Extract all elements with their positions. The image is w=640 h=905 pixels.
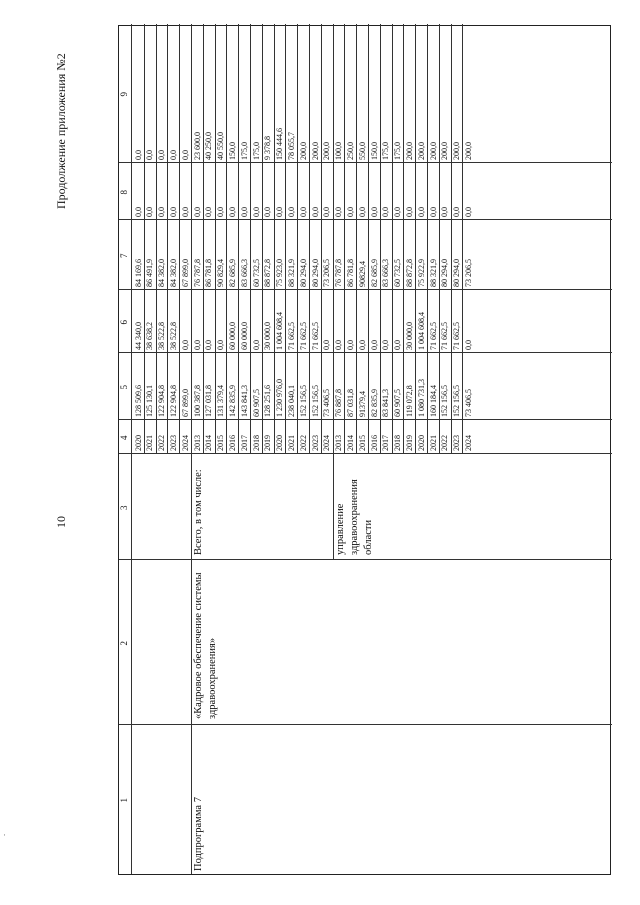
agency-row-cell-c8: 0,0	[428, 207, 438, 217]
continued-row-cell-c8: 0,0	[180, 207, 190, 217]
total-row-cell-year: 2015	[216, 435, 226, 451]
column-divider	[119, 453, 612, 454]
continued-row-cell-year: 2024	[180, 435, 190, 451]
total-row-cell-c8: 0,0	[239, 207, 249, 217]
total-row-cell-c8: 0,0	[251, 207, 261, 217]
agency-row-cell-year: 2017	[381, 435, 391, 451]
agency-row-cell-c9: 550,0	[357, 142, 367, 160]
agency-row-cell-c9: 100,0	[334, 142, 344, 160]
continued-row-cell-c5: 128 509,6	[133, 385, 143, 417]
column-header-2: 2	[119, 641, 129, 646]
column-header-9: 9	[119, 92, 129, 97]
continued-row-cell-c6: 38 638,2	[145, 322, 155, 350]
agency-row-cell-c8: 0,0	[452, 207, 462, 217]
agency-row-cell-c6: 0,0	[334, 340, 344, 350]
continued-row-cell-c8: 0,0	[168, 207, 178, 217]
continued-row-cell-c5: 122 904,8	[168, 385, 178, 417]
total-row-cell-c8: 0,0	[275, 207, 285, 217]
agency-row-cell-year: 2019	[404, 435, 414, 451]
total-row-cell-c6: 1 004 608,4	[275, 312, 285, 350]
agency-row-cell-c5: 82 835,9	[369, 389, 379, 417]
agency-row-cell-c6: 0,0	[381, 340, 391, 350]
total-row-cell-c5: 152 156,5	[298, 385, 308, 417]
total-row-cell-c5: 143 841,3	[239, 385, 249, 417]
total-row-cell-c6: 0,0	[192, 340, 202, 350]
total-row-cell-c7: 90 829,4	[216, 259, 226, 287]
total-row-cell-c5: 152 156,5	[310, 385, 320, 417]
agency-row-cell-c6: 30 000,0	[404, 322, 414, 350]
total-row-cell-c9: 175,0	[239, 142, 249, 160]
agency-row-cell-year: 2021	[428, 435, 438, 451]
finance-table	[118, 25, 611, 875]
total-row-cell-c9: 40 550,0	[216, 132, 226, 160]
agency-row-cell-year: 2022	[440, 435, 450, 451]
agency-row-cell-year: 2018	[393, 435, 403, 451]
agency-row-cell-year: 2013	[334, 435, 344, 451]
column-divider	[119, 162, 612, 163]
agency-row-cell-c9: 200,0	[404, 142, 414, 160]
continued-row-cell-c7: 86 491,9	[145, 259, 155, 287]
continued-row-cell-c9: 0,0	[157, 150, 167, 160]
total-row-cell-c5: 142 835,9	[227, 385, 237, 417]
continued-row-cell-year: 2022	[157, 435, 167, 451]
continued-row-cell-c7: 84 382,0	[168, 259, 178, 287]
agency-row-cell-c9: 150,0	[369, 142, 379, 160]
agency-row-cell-c6: 0,0	[369, 340, 379, 350]
agency-row-cell-c7: 75 922,9	[416, 259, 426, 287]
continued-row-cell-c5: 125 130,1	[145, 385, 155, 417]
total-row-cell-c9: 23 600,0	[192, 132, 202, 160]
total-row-cell-c8: 0,0	[204, 207, 214, 217]
continued-row-cell-c6: 44 340,0	[133, 322, 143, 350]
total-row-cell-year: 2019	[263, 435, 273, 451]
total-row-cell-c6: 0,0	[216, 340, 226, 350]
column-header-5: 5	[119, 385, 129, 390]
total-row-cell-c6: 30 000,0	[263, 322, 273, 350]
total-row-cell-c6: 71 662,5	[310, 322, 320, 350]
total-row-cell-c7: 73 206,5	[322, 259, 332, 287]
agency-row-cell-c6: 0,0	[463, 340, 473, 350]
agency-row-cell-c5: 152 156,5	[440, 385, 450, 417]
agency-row-cell-year: 2016	[369, 435, 379, 451]
subprogram-name: «Кадровое обеспечение системы здравоохранения»	[193, 572, 218, 719]
agency-row-cell-c5: 160 184,4	[428, 385, 438, 417]
total-row-cell-year: 2018	[251, 435, 261, 451]
agency-row-cell-c8: 0,0	[416, 207, 426, 217]
agency-row-cell-year: 2020	[416, 435, 426, 451]
column-divider	[119, 559, 612, 560]
total-row-cell-c6: 0,0	[204, 340, 214, 350]
total-label: Всего, в том числе:	[193, 469, 204, 555]
column-header-4: 4	[119, 435, 129, 440]
total-row-cell-c9: 78 055,7	[286, 132, 296, 160]
column-header-3: 3	[119, 505, 129, 510]
continued-row-cell-c8: 0,0	[157, 207, 167, 217]
total-row-cell-c7: 86 781,8	[204, 259, 214, 287]
continued-row-cell-c9: 0,0	[180, 150, 190, 160]
continued-row-cell-c7: 84 382,0	[157, 259, 167, 287]
total-row-cell-c8: 0,0	[298, 207, 308, 217]
margin-mark: ·	[3, 830, 6, 840]
agency-row-cell-c5: 152 156,5	[452, 385, 462, 417]
agency-row-cell-c6: 0,0	[345, 340, 355, 350]
continued-row-cell-c6: 38 522,8	[157, 322, 167, 350]
column-header-8: 8	[119, 190, 129, 195]
total-row-cell-c8: 0,0	[192, 207, 202, 217]
agency-row-cell-c7: 86 781,8	[345, 259, 355, 287]
column-header-7: 7	[119, 253, 129, 258]
agency-row-cell-c8: 0,0	[463, 207, 473, 217]
agency-row-cell-c7: 88 872,8	[404, 259, 414, 287]
total-row-cell-c7: 75 923,0	[275, 259, 285, 287]
agency-row-cell-c6: 71 662,5	[440, 322, 450, 350]
agency-row-cell-c9: 175,0	[393, 142, 403, 160]
total-row-cell-c8: 0,0	[286, 207, 296, 217]
column-header-6: 6	[119, 320, 129, 325]
continuation-heading: Продолжение приложения №2	[54, 53, 68, 209]
total-row-cell-c5: 60 907,5	[251, 389, 261, 417]
agency-row-cell-c9: 200,0	[452, 142, 462, 160]
agency-row-cell-c5: 91379,4	[357, 391, 367, 417]
agency-row-cell-c5: 119 072,8	[404, 385, 414, 417]
total-row-cell-year: 2016	[227, 435, 237, 451]
agency-row-cell-c9: 250,0	[345, 142, 355, 160]
agency-row-cell-year: 2023	[452, 435, 462, 451]
total-row-cell-c6: 0,0	[251, 340, 261, 350]
agency-row-cell-year: 2015	[357, 435, 367, 451]
continued-row-cell-c8: 0,0	[145, 207, 155, 217]
total-row-cell-c7: 60 732,5	[251, 259, 261, 287]
row-divider	[356, 24, 357, 454]
agency-row-cell-c5: 1 080 731,3	[416, 379, 426, 417]
total-row-cell-c7: 80 294,0	[310, 259, 320, 287]
total-row-cell-c8: 0,0	[263, 207, 273, 217]
continued-row-cell-year: 2023	[168, 435, 178, 451]
subprogram-label: Подпрограмма 7	[193, 797, 204, 871]
total-row-cell-year: 2023	[310, 435, 320, 451]
total-row-cell-c8: 0,0	[227, 207, 237, 217]
agency-row-cell-c8: 0,0	[381, 207, 391, 217]
column-divider	[119, 219, 612, 220]
agency-row-cell-c7: 83 666,3	[381, 259, 391, 287]
total-row-cell-year: 2020	[275, 435, 285, 451]
total-row-cell-year: 2017	[239, 435, 249, 451]
continued-row-cell-c6: 38 522,8	[168, 322, 178, 350]
total-row-cell-c7: 88 321,9	[286, 259, 296, 287]
agency-row-cell-c7: 88 321,9	[428, 259, 438, 287]
agency-row-cell-c9: 175,0	[381, 142, 391, 160]
agency-row-cell-c5: 83 841,3	[381, 389, 391, 417]
total-row-cell-year: 2022	[298, 435, 308, 451]
continued-row-cell-year: 2020	[133, 435, 143, 451]
agency-row-cell-c9: 200,0	[440, 142, 450, 160]
total-row-cell-c9: 150,0	[227, 142, 237, 160]
agency-row-cell-c7: 73 206,5	[463, 259, 473, 287]
total-row-cell-c5: 100 387,8	[192, 385, 202, 417]
agency-row-cell-c6: 0,0	[357, 340, 367, 350]
total-row-cell-c9: 40 250,0	[204, 132, 214, 160]
agency-row-cell-c5: 73 406,5	[463, 389, 473, 417]
agency-row-cell-c7: 80 294,0	[452, 259, 462, 287]
page-number: 10	[54, 516, 68, 528]
continued-row-cell-c8: 0,0	[133, 207, 143, 217]
total-row-cell-c7: 88 872,8	[263, 259, 273, 287]
agency-row-cell-c7: 90829,4	[357, 261, 367, 287]
total-row-cell-c7: 83 666,3	[239, 259, 249, 287]
continued-row-cell-c7: 84 169,6	[133, 259, 143, 287]
agency-row-cell-c6: 71 662,5	[428, 322, 438, 350]
agency-row-cell-c9: 200,0	[428, 142, 438, 160]
continued-row-cell-year: 2021	[145, 435, 155, 451]
agency-row-cell-c7: 60 732,5	[393, 259, 403, 287]
continued-row-cell-c5: 122 904,8	[157, 385, 167, 417]
total-row-cell-c8: 0,0	[216, 207, 226, 217]
agency-row-cell-year: 2014	[345, 435, 355, 451]
column-header-1: 1	[119, 798, 129, 803]
total-row-cell-year: 2024	[322, 435, 332, 451]
total-row-cell-c9: 200,0	[310, 142, 320, 160]
agency-row-cell-c7: 76 787,8	[334, 259, 344, 287]
total-row-cell-c8: 0,0	[310, 207, 320, 217]
continued-row-cell-c5: 67 899,0	[180, 389, 190, 417]
agency-row-cell-year: 2024	[463, 435, 473, 451]
agency-row-cell-c9: 200,0	[416, 142, 426, 160]
total-row-cell-c9: 200,0	[298, 142, 308, 160]
total-row-cell-c6: 60 000,0	[227, 322, 237, 350]
total-row-cell-c9: 9 378,8	[263, 136, 273, 160]
continued-row-cell-c7: 67 899,0	[180, 259, 190, 287]
total-row-cell-c5: 131 379,4	[216, 385, 226, 417]
total-row-cell-year: 2013	[192, 435, 202, 451]
total-row-cell-c5: 1 230 976,0	[275, 379, 285, 417]
agency-row-cell-c8: 0,0	[334, 207, 344, 217]
agency-row-cell-c7: 80 294,0	[440, 259, 450, 287]
total-row-cell-c5: 238 040,1	[286, 385, 296, 417]
total-row-cell-c5: 128 251,6	[263, 385, 273, 417]
total-row-cell-c6: 71 662,5	[286, 322, 296, 350]
agency-row-cell-c9: 200,0	[463, 142, 473, 160]
continued-row-cell-c9: 0,0	[168, 150, 178, 160]
total-row-cell-c7: 76 787,8	[192, 259, 202, 287]
agency-row-cell-c5: 76 887,8	[334, 389, 344, 417]
continued-row-cell-c9: 0,0	[133, 150, 143, 160]
agency-row-cell-c8: 0,0	[369, 207, 379, 217]
agency-row-cell-c6: 0,0	[393, 340, 403, 350]
column-divider	[119, 419, 612, 420]
agency-row-cell-c6: 71 662,5	[452, 322, 462, 350]
total-row-cell-c9: 175,0	[251, 142, 261, 160]
total-row-cell-c5: 127 031,8	[204, 385, 214, 417]
total-row-cell-c7: 80 294,0	[298, 259, 308, 287]
continued-row-cell-c6: 0,0	[180, 340, 190, 350]
column-divider	[119, 724, 612, 725]
agency-row-cell-c8: 0,0	[404, 207, 414, 217]
total-row-cell-c9: 200,0	[322, 142, 332, 160]
column-divider	[119, 289, 612, 290]
total-row-cell-c6: 60 000,0	[239, 322, 249, 350]
total-row-cell-year: 2021	[286, 435, 296, 451]
agency-row-cell-c8: 0,0	[357, 207, 367, 217]
total-row-cell-c6: 0,0	[322, 340, 332, 350]
agency-label: управление здравоохранения области	[334, 479, 374, 555]
column-divider	[119, 352, 612, 353]
total-row-cell-c6: 71 662,5	[298, 322, 308, 350]
agency-row-cell-c5: 87 031,8	[345, 389, 355, 417]
agency-row-cell-c7: 82 685,9	[369, 259, 379, 287]
agency-row-cell-c6: 1 004 608,4	[416, 312, 426, 350]
total-row-cell-c7: 82 685,9	[227, 259, 237, 287]
agency-row-cell-c5: 60 907,5	[393, 389, 403, 417]
continued-row-cell-c9: 0,0	[145, 150, 155, 160]
agency-row-cell-c8: 0,0	[393, 207, 403, 217]
total-row-cell-year: 2014	[204, 435, 214, 451]
agency-row-cell-c8: 0,0	[440, 207, 450, 217]
agency-row-cell-c8: 0,0	[345, 207, 355, 217]
total-row-cell-c9: 150 444,6	[275, 128, 285, 160]
total-row-cell-c5: 73 406,5	[322, 389, 332, 417]
total-row-cell-c8: 0,0	[322, 207, 332, 217]
